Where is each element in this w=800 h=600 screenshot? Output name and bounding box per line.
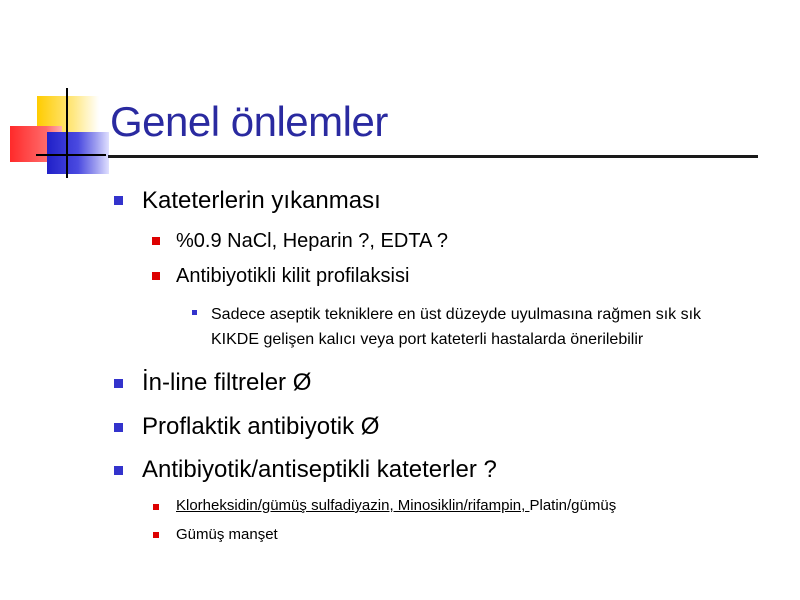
title-underline-rule	[108, 155, 758, 158]
bullet-square-icon	[114, 466, 123, 475]
bullet-square-icon	[114, 196, 123, 205]
slide-title: Genel önlemler	[110, 98, 388, 145]
bullet-square-icon	[153, 532, 159, 538]
recommendation-line-2: KIKDE gelişen kalıcı veya port kateterli hastalarda önerilebilir	[211, 331, 644, 348]
list-item-prophylactic-antibiotic: Proflaktik antibiyotik Ø	[142, 413, 380, 440]
list-item-inline-filters: İn-line filtreler Ø	[142, 369, 312, 396]
list-item-recommendation	[211, 302, 781, 352]
logo-vertical-line	[66, 88, 68, 178]
bullet-square-icon	[192, 310, 197, 315]
catheter-types-underlined: Klorheksidin/gümüş sulfadiyazin, Minosiklin/rifampin,	[176, 497, 530, 514]
bullet-square-icon	[152, 237, 160, 245]
bullet-square-icon	[114, 423, 123, 432]
bullet-square-icon	[153, 504, 159, 510]
list-item-solutions: %0.9 NaCl, Heparin ?, EDTA ?	[176, 230, 448, 252]
bullet-square-icon	[152, 272, 160, 280]
list-item-silver-cuff: Gümüş manşet	[176, 526, 278, 543]
list-item-antiseptic-catheters: Antibiyotik/antiseptikli kateterler ?	[142, 456, 497, 483]
decorative-squares-logo	[0, 0, 120, 190]
blue-square	[47, 132, 109, 174]
bullet-square-icon	[114, 379, 123, 388]
catheter-types-rest: Platin/gümüş	[529, 497, 617, 514]
list-item-catheter-types	[176, 497, 616, 514]
list-item-catheter-flushing: Kateterlerin yıkanması	[142, 187, 381, 214]
recommendation-line-1: Sadece aseptik tekniklere en üst düzeyde uyulmasına rağmen sık sık	[211, 306, 702, 323]
logo-horizontal-line	[36, 154, 106, 156]
list-item-antibiotic-lock: Antibiyotikli kilit profilaksisi	[176, 265, 410, 287]
